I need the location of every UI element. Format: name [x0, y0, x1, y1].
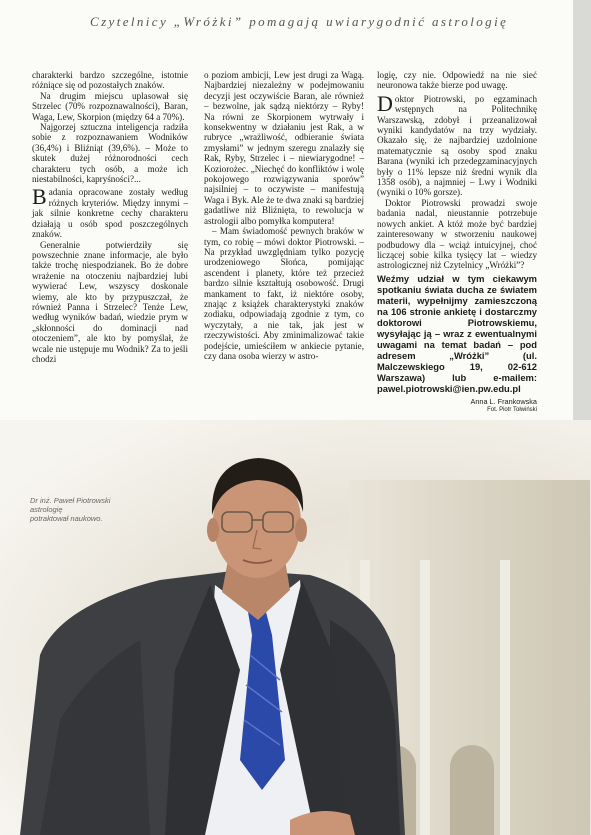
drop-cap: D	[377, 90, 393, 116]
paragraph: Generalnie potwierdziły się powszechnie znane informacje, ale było także trochę niespodzianek. Bo że dobre wrażenie na otoczeniu najbardziej lubi wywierać Lew, wszyscy doskonale wiemy, ale kto by przypuszczał, że również Panna i Strzelec? Tenże Lew, według wyników badań, wiedzie prym w „skłonności do dominacji nad otoczeniem”, ale kto by pomyślał, że wcale nie ustępuje mu Wodnik? Za to jeśli chodzi	[32, 239, 188, 364]
man-figure	[0, 420, 591, 835]
article-column-3	[377, 70, 537, 415]
paragraph-with-dropcap	[377, 90, 537, 198]
paragraph: Doktor Piotrowski prowadzi swoje badania nadal, nieustannie potrzebuje nowych ankiet. A któż może być bardziej zainteresowany w stworzeniu naukowej podbudowy dla – wciąż intuicyjnej, choć liczącej sobie kilka tysięcy lat – wiedzy astrologicznej niż Czytelnicy „Wróżki”?	[377, 197, 537, 271]
photo-credit: Fot. Piotr Tołwiński	[487, 407, 537, 414]
portrait-photo	[0, 420, 591, 835]
paragraph-text: adania opracowane zostały według różnych kryteriów. Między innymi – jak silnie konkretne cechy charakteru działają u osób spod poszczególnych znaków.	[32, 187, 188, 240]
caption-line: potraktował naukowo.	[30, 514, 103, 523]
caption-line: astrologię	[30, 505, 63, 514]
article-column-2	[204, 70, 364, 361]
paragraph: logię, czy nie. Odpowiedź na nie sieć neuronowa także bierze pod uwagę.	[377, 70, 537, 91]
page-header: Czytelnicy „Wróżki” pomagają uwiarygodnić astrologię	[90, 14, 509, 29]
photo-caption	[30, 496, 150, 523]
author-name: Anna L. Frankowska	[470, 396, 537, 406]
paragraph: charakterki bardzo szczególne, istotnie różniące się od pozostałych znaków.	[32, 70, 188, 91]
paragraph-with-dropcap	[32, 184, 188, 240]
byline	[377, 398, 537, 415]
drop-cap: B	[32, 184, 47, 210]
caption-line: Dr inż. Paweł Piotrowski	[30, 496, 111, 505]
paragraph: o poziom ambicji, Lew jest drugi za Wagą. Najbardziej niezależny w podejmowaniu decyzji jest oczywiście Baran, ale również – bezwolne, jak sądzą niektórzy – Ryby! Na równi ze Skorpionem wytrwały i konsekwentny w działaniu jest Rak, a w rubryce „wrażliwość, odbieranie świata zmysłami” w jednym szeregu znalazły się Rak, Ryby, Strzelec i – niewiarygodne! – Koziorożec. „Niechęć do konfliktów i wolę pokojowego rozwiązywania sporów” najsilniej – to oczywiste – manifestują Waga i Byk. Ale że te dwa znaki są bardziej gadatliwe niż Bliźnięta, to rewolucja w astrologii albo pomyłka komputera!	[204, 70, 364, 226]
call-to-action: Weźmy udział w tym ciekawym spotkaniu świata ducha ze światem materii, wypełnijmy zamieszczoną na 106 stronie ankietę i dostarczmy doktorowi Piotrowskiemu, wysyłając ją – wraz z ewentualnymi uwagami na temat badań – pod adresem „Wróżki” (ul. Malczewskiego 19, 02-612 Warszawa) lub e-mailem: pawel.piotrowski@ien.pw.edu.pl	[377, 272, 537, 394]
paragraph: Na drugim miejscu uplasował się Strzelec (70% rozpoznawalności), Baran, Waga, Lew, Skorpion (między 64 a 70%).	[32, 90, 188, 122]
paragraph-text: oktor Piotrowski, po egzaminach wstępnych na Politechnikę Warszawską, zdobył i przeanalizował wyniki kandydatów na trzy wydziały. Okazało się, że najbardziej uzdolnione matematycznie są osoby spod znaku Barana (wyniki ich przedegzaminacyjnych były o 11% lepsze niż średni wynik dla 1358 osób), a najmniej – Lwy i Wodniki (wyniki o 10% gorsze).	[377, 93, 537, 198]
paragraph: – Mam świadomość pewnych braków w tym, co robię – mówi doktor Piotrowski. – Na przykład uwzględniam tylko pozycję urodzeniowego Słońca, pomijając ascendent i planety, które też przecież bardzo silnie kształtują osobowość. Drugi mankament to fakt, iż niektóre osoby, znając z książek charakterystyki znaków zodiaku, odpowiadają zgodnie z tym, co wyczytały, a nie tak, jak jest w rzeczywistości. Aby zminimalizować takie podejście, umieściłem w ankiecie pytanie, czy dana osoba wierzy w astro-	[204, 226, 364, 361]
article-column-1	[32, 70, 188, 364]
paragraph: Najgorzej sztuczna inteligencja radziła sobie z rozpoznawaniem Wodników (36,4%) i Bliźniąt (39,6%). – Może to skutek dużej różnorodności cech charakteru tych osób, a może ich niestabilności, kapryśności?...	[32, 122, 188, 185]
